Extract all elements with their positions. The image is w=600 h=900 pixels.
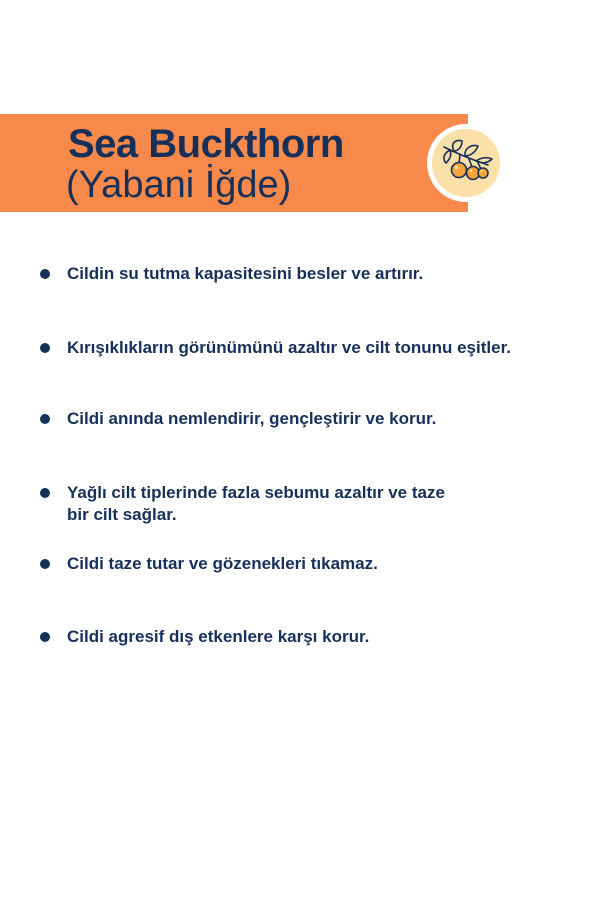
bullet-icon xyxy=(40,488,50,498)
bullet-icon xyxy=(40,632,50,642)
feature-text: Cildi taze tutar ve gözenekleri tıkamaz. xyxy=(67,554,378,573)
bullet-icon xyxy=(40,269,50,279)
feature-text: Cildin su tutma kapasitesini besler ve artırır. xyxy=(67,264,424,283)
sea-buckthorn-berries-icon xyxy=(432,129,500,197)
feature-text: Cildi anında nemlendirir, gençleştirir ve korur. xyxy=(67,409,437,428)
feature-text: Cildi agresif dış etkenlere karşı korur. xyxy=(67,627,370,646)
product-title: Sea Buckthorn xyxy=(68,122,344,166)
feature-text: Yağlı cilt tiplerinde fazla sebumu azaltır ve taze bir cilt sağlar. xyxy=(67,483,445,524)
bullet-icon xyxy=(40,559,50,569)
bullet-icon xyxy=(40,343,50,353)
product-badge xyxy=(427,124,505,202)
product-subtitle: (Yabani İğde) xyxy=(66,164,292,206)
feature-text: Kırışıklıkların görünümünü azaltır ve cilt tonunu eşitler. xyxy=(67,338,511,357)
bullet-icon xyxy=(40,414,50,424)
